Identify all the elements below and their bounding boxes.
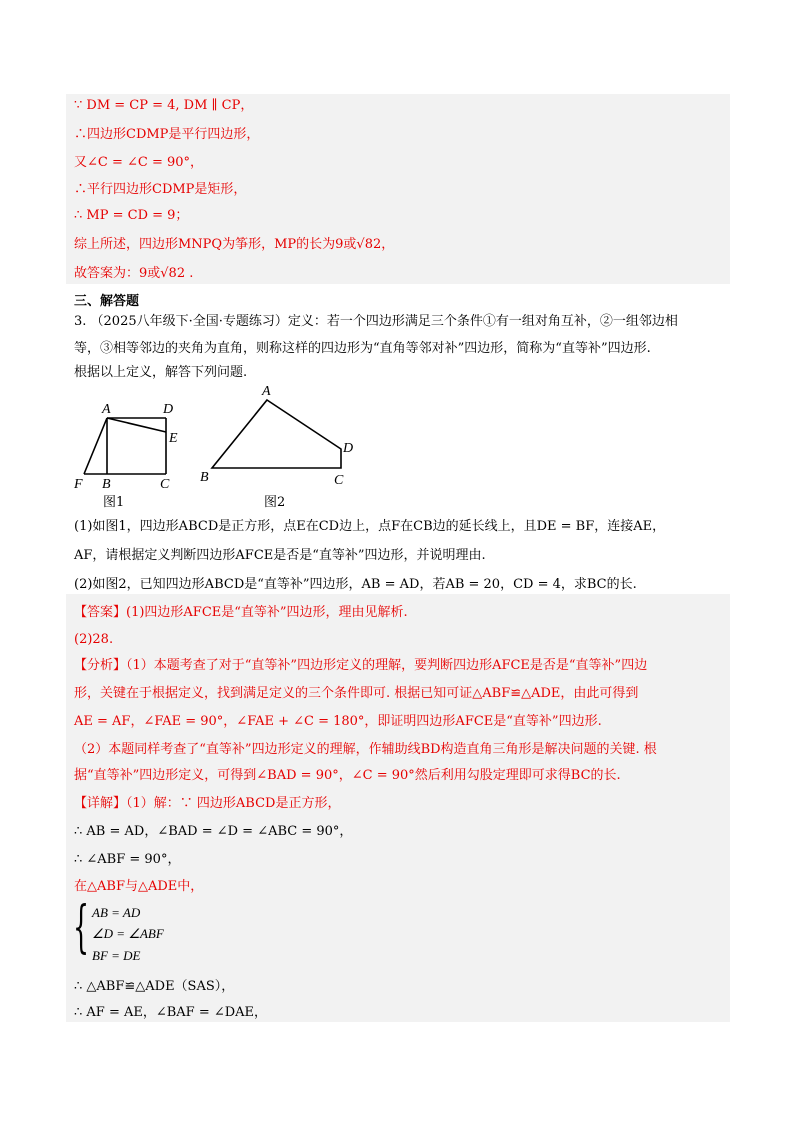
fig1-label-A: A [102, 402, 111, 417]
fig1-label-D: D [163, 402, 174, 417]
top-line-6: 综上所述，四边形MNPQ为筝形，MP的长为9或√82， [74, 237, 395, 252]
top-line-1: ∵ DM = CP = 4, DM ∥ CP， [74, 98, 254, 113]
question-line-2: 等，③相等邻边的夹角为直角，则称这样的四边形为“直角等邻对补”四边形，简称为“直等补”四边形. [74, 341, 651, 356]
detail-line-5: ∴ △ABF≌△ADE（SAS）， [74, 979, 235, 994]
question-line-1: 3. （2025八年级下·全国·专题练习）定义：若一个四边形满足三个条件①有一组对角互补，②一组邻边相 [74, 314, 678, 329]
fig1-label-C: C [160, 477, 170, 492]
section-title: 三、解答题 [74, 294, 140, 309]
top-line-7: 故答案为：9或√82 . [74, 266, 194, 281]
system-eq-3: BF = DE [92, 948, 141, 963]
question-part-2: (2)如图2，已知四边形ABCD是“直等补”四边形，AB = AD，若AB = 20，CD = 4，求BC的长. [74, 577, 637, 592]
fig2-label-B: B [200, 470, 209, 485]
top-line-5: ∴ MP = CD = 9； [74, 208, 189, 223]
question-line-3: 根据以上定义，解答下列问题. [74, 365, 248, 380]
geometry-figures [0, 380, 800, 515]
analysis-line-3: AE = AF，∠FAE = 90°，∠FAE + ∠C = 180°，即证明四边形AFCE是“直等补”四边形. [74, 714, 602, 729]
top-line-2: ∴四边形CDMP是平行四边形， [74, 127, 260, 142]
question-part-1b: AF，请根据定义判断四边形AFCE是否是“直等补”四边形，并说明理由. [74, 548, 486, 563]
question-part-1a: (1)如图1，四边形ABCD是正方形，点E在CD边上，点F在CB边的延长线上，且DE = BF，连接AE， [74, 519, 666, 534]
analysis-line-2: 形，关键在于根据定义，找到满足定义的三个条件即可. 根据已知可证△ABF≌△ADE，由此可得到 [74, 686, 639, 701]
figure-1 [84, 418, 166, 474]
top-line-3: 又∠C = ∠C = 90°， [74, 155, 204, 170]
figure-2 [212, 400, 341, 468]
detail-line-1: 【详解】（1）解：∵ 四边形ABCD是正方形， [74, 796, 341, 811]
fig2-caption: 图2 [264, 495, 286, 510]
analysis-line-1: 【分析】（1）本题考查了对于“直等补”四边形定义的理解，要判断四边形AFCE是否是“直等补”四边 [74, 658, 648, 673]
fig1-label-E: E [169, 431, 178, 446]
detail-line-4: 在△ABF与△ADE中， [74, 879, 204, 894]
detail-line-3: ∴ ∠ABF = 90°， [74, 852, 181, 867]
detail-line-2: ∴ AB = AD，∠BAD = ∠D = ∠ABC = 90°， [74, 824, 353, 839]
fig1-label-F: F [74, 477, 83, 492]
fig2-label-C: C [334, 473, 344, 488]
fig1-caption: 图1 [103, 495, 125, 510]
fig1-label-B: B [102, 477, 111, 492]
answer-line-2: (2)28. [74, 632, 114, 647]
answer-line-1: 【答案】(1)四边形AFCE是“直等补”四边形，理由见解析. [74, 605, 408, 620]
fig2-label-D: D [343, 441, 354, 456]
analysis-line-4: （2）本题同样考查了“直等补”四边形定义的理解，作辅助线BD构造直角三角形是解决问题的关键. 根 [74, 742, 657, 757]
top-line-4: ∴平行四边形CDMP是矩形， [74, 182, 247, 197]
system-eq-2: ∠D = ∠ABF [92, 926, 164, 941]
system-brace: { [73, 895, 90, 960]
system-eq-1: AB = AD [92, 905, 141, 920]
fig2-label-A: A [262, 384, 271, 399]
detail-line-6: ∴ AF = AE，∠BAF = ∠DAE， [74, 1005, 268, 1020]
analysis-line-5: 据“直等补”四边形定义，可得到∠BAD = 90°，∠C = 90°然后利用勾股定理即可求得BC的长. [74, 768, 621, 783]
